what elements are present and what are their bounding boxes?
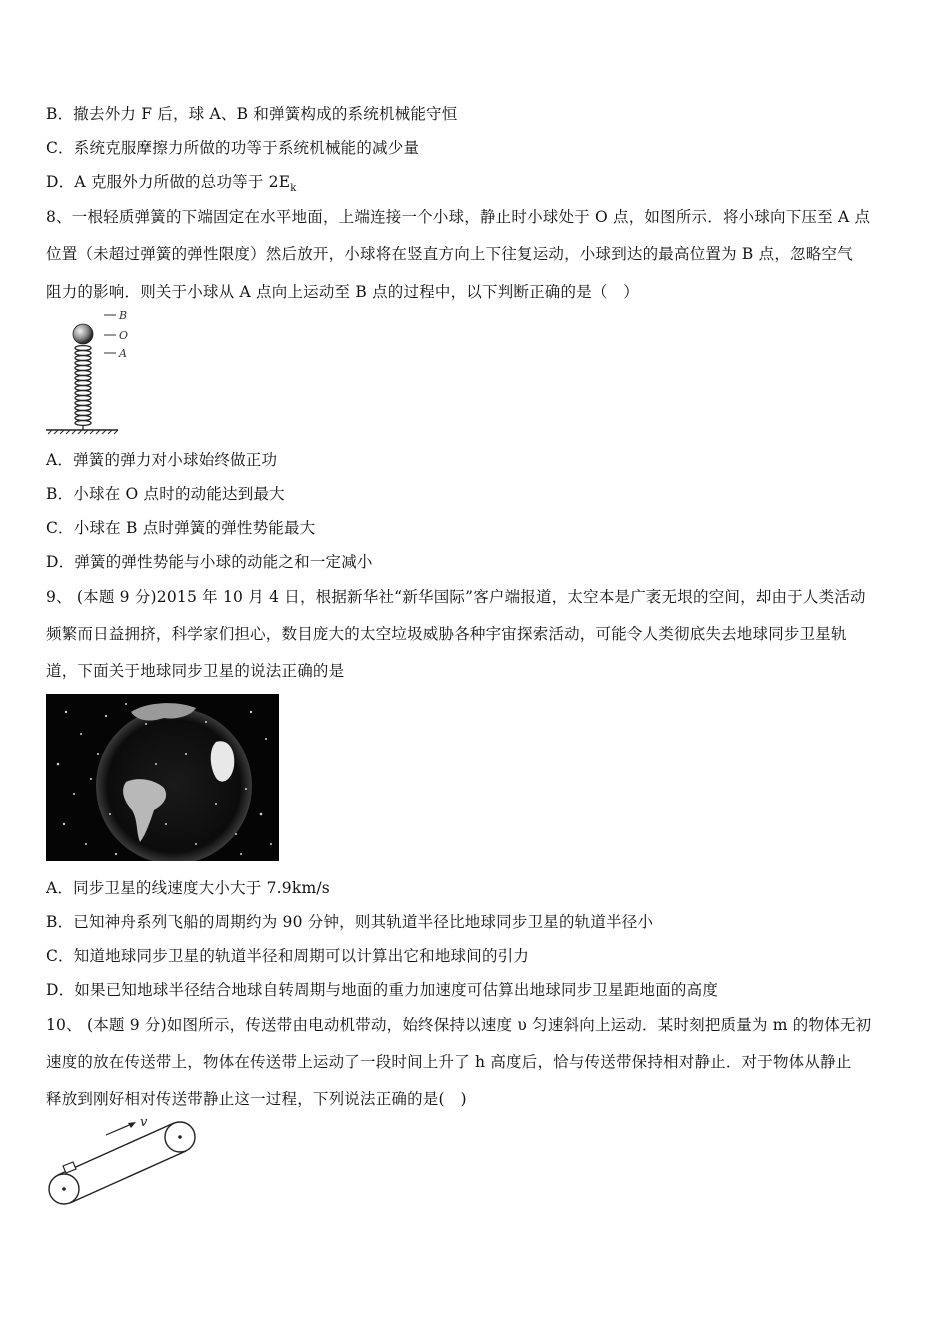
q8-stem-line1: 8、一根轻质弹簧的下端固定在水平地面，上端连接一个小球，静止时小球处于 O 点，如图所示．将小球向下压至 A 点 [46, 208, 871, 226]
label-o: O [119, 329, 129, 342]
q9-stem-line2: 频繁而日益拥挤，科学家们担心，数目庞大的太空垃圾威胁各种宇宙探索活动，可能令人类彻底失去地球同步卫星轨 [46, 625, 847, 643]
velocity-label: v [140, 1115, 148, 1130]
upper-pulley-axle [178, 1135, 182, 1139]
spring-ball-figure [44, 306, 139, 436]
q9-option-d: D．如果已知地球半径结合地球自转周期与地面的重力加速度可估算出地球同步卫星距地面的高度 [46, 981, 719, 999]
q10-stem-line1: 10、 (本题 9 分)如图所示，传送带由电动机带动，始终保持以速度 υ 匀速斜向上运动．某时刻把质量为 m 的物体无初 [46, 1016, 872, 1034]
q9-option-c: C．知道地球同步卫星的轨道半径和周期可以计算出它和地球间的引力 [46, 947, 530, 965]
q9-stem-line3: 道，下面关于地球同步卫星的说法正确的是 [46, 662, 345, 680]
q10-stem-line3: 释放到刚好相对传送带静止这一过程，下列说法正确的是( ) [46, 1090, 467, 1108]
position-ticks [104, 315, 116, 353]
q8-option-c: C．小球在 B 点时弹簧的弹性势能最大 [46, 519, 316, 537]
q9-option-b: B．已知神舟系列飞船的周期约为 90 分钟，则其轨道半径比地球同步卫星的轨道半径小 [46, 913, 654, 931]
q10-stem-line2: 速度的放在传送带上，物体在传送带上运动了一段时间上升了 h 高度后，恰与传送带保持相对静止．对于物体从静止 [46, 1053, 852, 1071]
q8-stem-line2: 位置（未超过弹簧的弹性限度）然后放开，小球将在竖直方向上下往复运动，小球到达的最高位置为 B 点，忽略空气 [46, 245, 853, 263]
q8-stem-line3: 阻力的影响．则关于小球从 A 点向上运动至 B 点的过程中，以下判断正确的是（ ） [46, 283, 639, 301]
q8-option-a: A．弹簧的弹力对小球始终做正功 [46, 451, 278, 469]
q7-option-d-subscript: k [290, 183, 297, 195]
q8-option-d: D．弹簧的弹性势能与小球的动能之和一定减小 [46, 553, 373, 571]
q9-option-a: A．同步卫星的线速度大小大于 7.9km/s [46, 879, 330, 897]
ball [73, 324, 93, 344]
lower-pulley-axle [62, 1187, 66, 1191]
q7-option-b: B．撤去外力 F 后，球 A、B 和弹簧构成的系统机械能守恒 [46, 105, 458, 123]
spring-coil [75, 346, 91, 430]
label-a: A [119, 347, 127, 360]
q9-stem-line1: 9、 (本题 9 分)2015 年 10 月 4 日，根据新华社“新华国际”客户端报道，太空本是广袤无垠的空间，却由于人类活动 [46, 588, 866, 606]
q7-option-d-main: D．A 克服外力所做的总功等于 2E [46, 173, 291, 191]
earth-space-debris-image [46, 694, 279, 861]
conveyor-belt-figure [44, 1112, 204, 1212]
q7-option-d [46, 170, 297, 194]
object-block [63, 1162, 76, 1173]
label-b: B [119, 309, 128, 322]
earth-globe [96, 708, 252, 861]
q7-option-c: C．系统克服摩擦力所做的功等于系统机械能的减少量 [46, 139, 420, 157]
belt-bottom [70, 1151, 186, 1203]
q8-option-b: B．小球在 O 点时的动能达到最大 [46, 485, 285, 503]
